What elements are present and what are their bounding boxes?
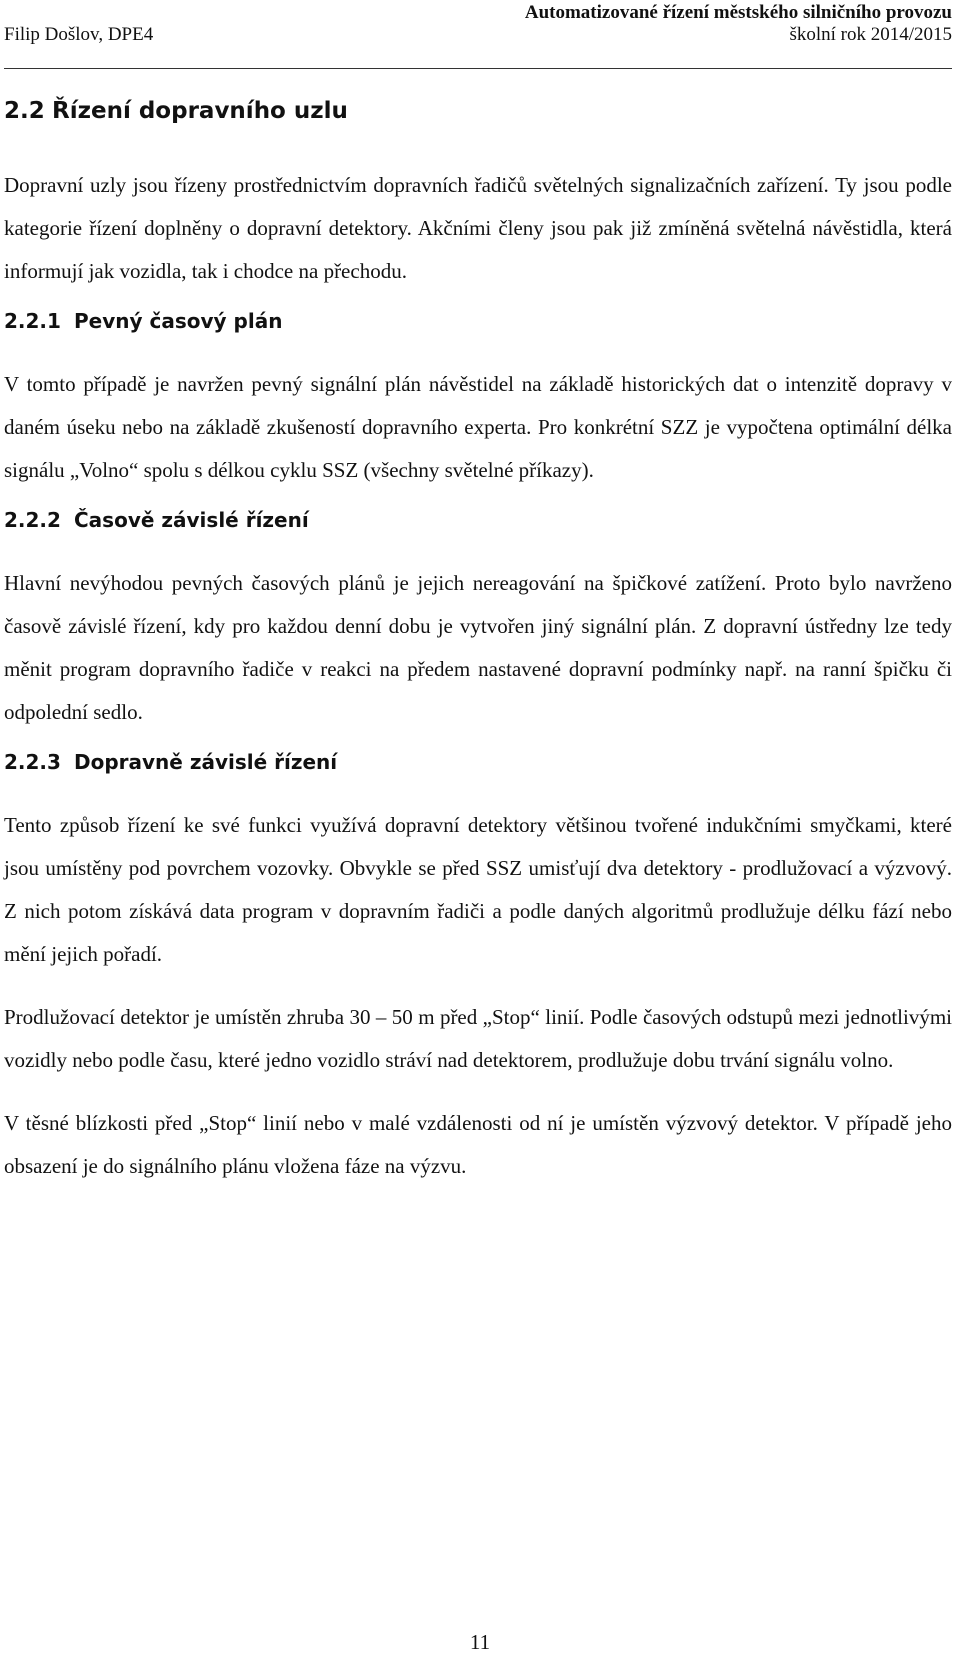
page-body [4,96,952,1188]
header-title: Automatizované řízení městského silničního provozu [524,2,952,23]
header-divider [4,68,952,69]
paragraph: V těsné blízkosti před „Stop“ linií nebo v malé vzdálenosti od ní je umístěn výzvový detektor. V případě jeho obsazení je do signálního plánu vložena fáze na výzvu. [4,1111,952,1178]
subsection-heading-2-2-2 [4,506,952,534]
section-heading [4,96,952,136]
subsection-heading-2-2-3 [4,748,952,776]
header-school-year: školní rok 2014/2015 [789,24,952,45]
subsection-number: 2.2.1 [4,309,61,333]
paragraph: Tento způsob řízení ke své funkci využívá dopravní detektory většinou tvořené indukčními smyčkami, které jsou umístěny pod povrchem vozovky. Obvykle se před SSZ umisťují dva detektory - prodlužovací a výzvový. Z nich potom získává data program v dopravním řadiči a podle daných algoritmů prodlužuje délku fází nebo mění jejich pořadí. [4,813,952,966]
paragraph: V tomto případě je navržen pevný signální plán návěstidel na základě historických dat o intenzitě dopravy v daném úseku nebo na základě zkušeností dopravního experta. Pro konkrétní SZZ je vypočtena optimální délka signálu „Volno“ spolu s délkou cyklu SSZ (všechny světelné příkazy). [4,372,952,482]
paragraph: Prodlužovací detektor je umístěn zhruba 30 – 50 m před „Stop“ linií. Podle časových odstupů mezi jednotlivými vozidly nebo podle času, které jedno vozidlo stráví nad detektorem, prodlužuje dobu trvání signálu volno. [4,1005,952,1072]
paragraph: Hlavní nevýhodou pevných časových plánů je jejich nereagování na špičkové zatížení. Proto bylo navrženo časově závislé řízení, kdy pro každou denní dobu je vytvořen jiný signální plán. Z dopravní ústředny lze tedy měnit program dopravního řadiče v reakci na předem nastavené dopravní podmínky např. na ranní špičku či odpolední sedlo. [4,571,952,724]
section-title: Řízení dopravního uzlu [52,98,348,124]
subsection-title: Dopravně závislé řízení [74,750,338,774]
section-number: 2.2 [4,98,45,124]
page-header [0,0,960,72]
header-author: Filip Došlov, DPE4 [4,24,154,45]
section-paragraph: Dopravní uzly jsou řízeny prostřednictvím dopravních řadičů světelných signalizačních zařízení. Ty jsou podle kategorie řízení doplněny o dopravní detektory. Akčními členy jsou pak již zmíněná světelná návěstidla, která informují jak vozidla, tak i chodce na přechodu. [4,173,952,283]
page-number: 11 [469,1630,491,1654]
subsection-title: Časově závislé řízení [74,508,309,532]
subsection-number: 2.2.3 [4,750,61,774]
subsection-title: Pevný časový plán [74,309,283,333]
subsection-heading-2-2-1 [4,307,952,335]
subsection-number: 2.2.2 [4,508,61,532]
